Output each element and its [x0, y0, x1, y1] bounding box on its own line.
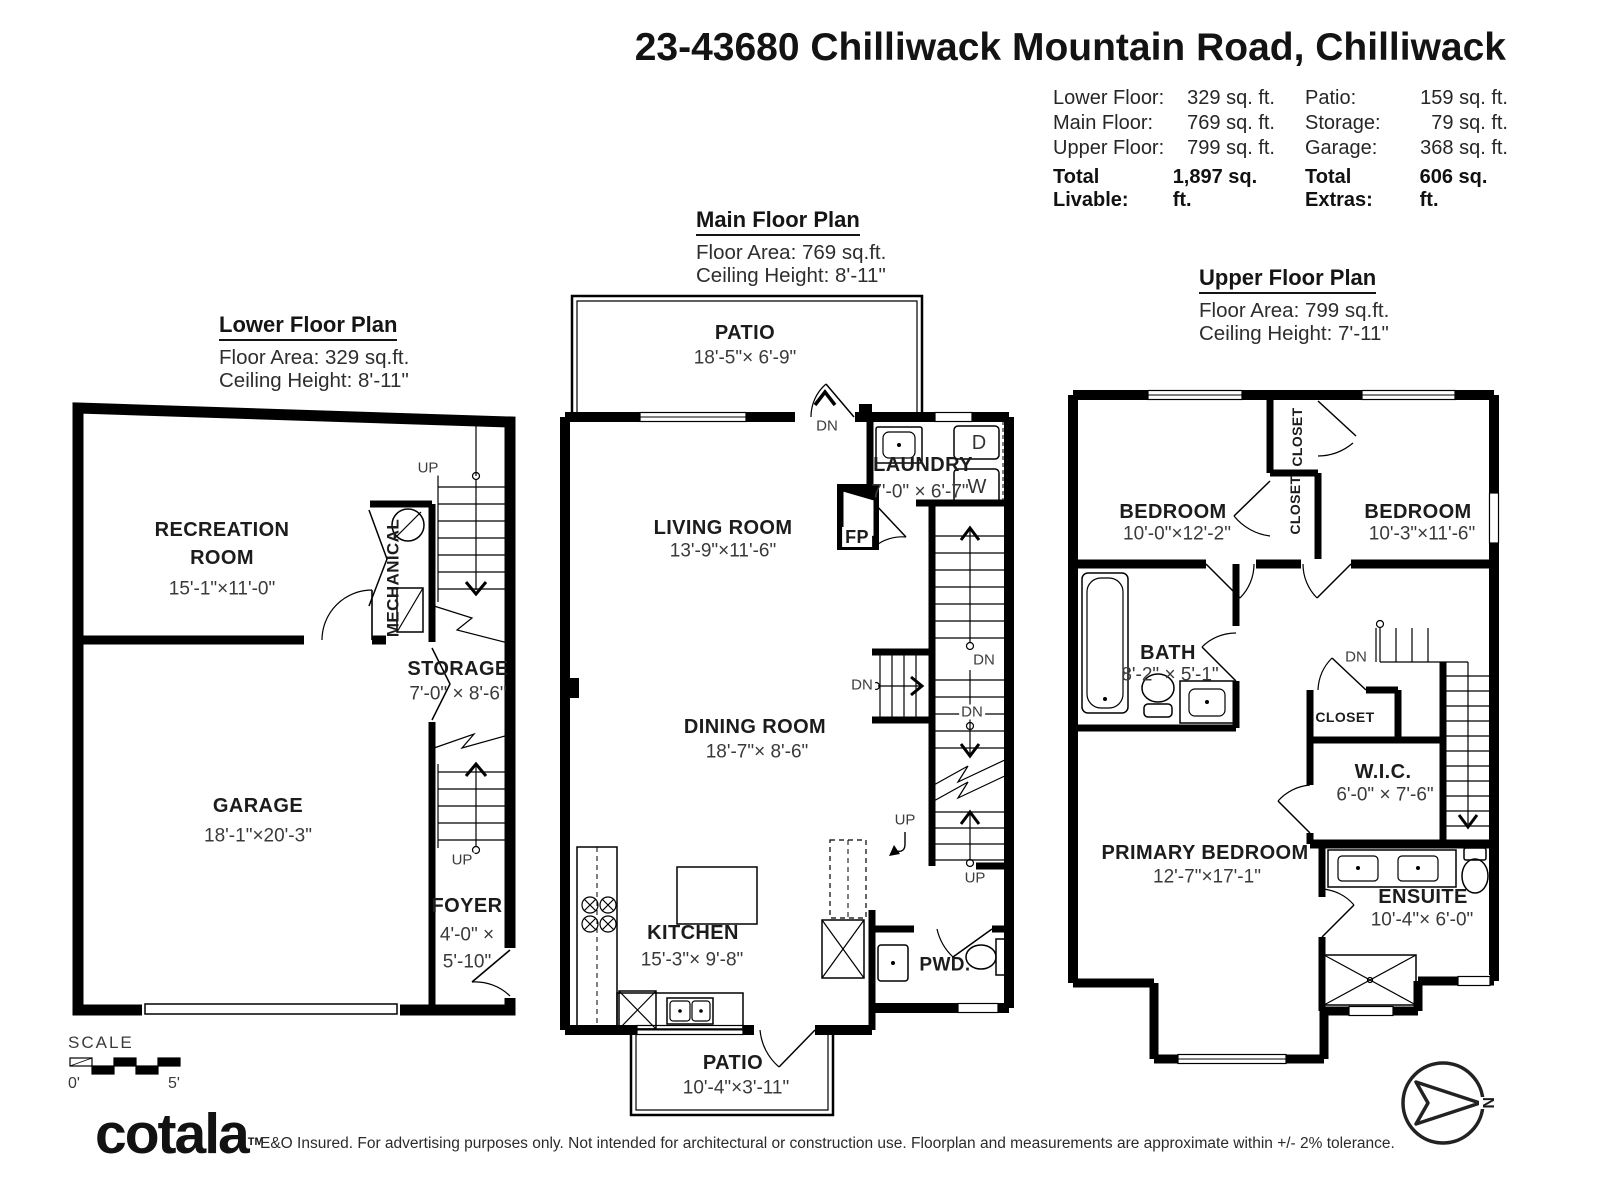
primary-bedroom-label: PRIMARY BEDROOM — [1101, 842, 1309, 864]
area-statistics — [1053, 86, 1508, 212]
total-extras-value: 606 sq. ft. — [1419, 166, 1488, 211]
stat-value: 799 sq. ft. — [1187, 137, 1275, 159]
lower-plan-header — [219, 312, 409, 392]
recreation-room-label2: ROOM — [190, 547, 254, 569]
recreation-door — [322, 590, 372, 640]
main-floor-plan-drawing — [556, 288, 1018, 1123]
primary-bedroom-dims: 12'-7"×17'-1" — [1153, 866, 1261, 888]
wic-door — [1278, 785, 1310, 833]
stats-row — [1053, 86, 1508, 111]
wic-dims: 6'-0" × 7'-6" — [1336, 784, 1434, 806]
wall-notch — [565, 678, 579, 698]
closet-label: CLOSET — [1289, 407, 1305, 467]
dn-label: DN — [1345, 648, 1367, 666]
ensuite-dims: 10'-4"× 6'-0" — [1370, 909, 1474, 931]
up-label: UP — [451, 851, 473, 869]
scale-label: SCALE — [68, 1033, 134, 1052]
patio-bottom-door — [760, 1030, 815, 1067]
mechanical-label: MECHANICAL — [383, 518, 403, 638]
bedroom-left-dims: 10'-0"×12'-2" — [1123, 523, 1231, 545]
stove — [582, 897, 616, 932]
compass-north-label: N — [1479, 1097, 1496, 1109]
patio-bottom-dims: 10'-4"×3'-11" — [682, 1077, 790, 1099]
main-plan-header — [696, 207, 886, 287]
bathtub — [1082, 573, 1128, 713]
stat-label: Storage: — [1305, 112, 1381, 134]
up-hook-arrow — [889, 832, 905, 856]
stat-label: Garage: — [1305, 137, 1378, 159]
closet-label: CLOSET — [1315, 709, 1375, 725]
bedroom-right-label: BEDROOM — [1364, 501, 1472, 523]
foyer-dims1: 4'-0" × — [439, 924, 495, 946]
living-room-dims: 13'-9"×11'-6" — [669, 540, 777, 562]
bath-dims: 8'-2" × 5'-1" — [1121, 664, 1219, 686]
recreation-room-label: RECREATION — [154, 519, 290, 541]
powder-room-label: PWD. — [919, 954, 971, 976]
up-label: UP — [894, 811, 916, 829]
dining-room-label: DINING ROOM — [683, 716, 827, 738]
stat-value: 329 sq. ft. — [1187, 87, 1275, 109]
dryer-label: D — [971, 432, 987, 454]
dn-label: DN — [851, 676, 873, 694]
stairs-to-lower — [873, 652, 923, 720]
laundry-dims: 7'-0" × 6'-7" — [871, 481, 969, 503]
scale-bar — [70, 1055, 190, 1077]
stat-value: 79 sq. ft. — [1431, 112, 1508, 134]
bedroom-left-label: BEDROOM — [1119, 501, 1227, 523]
dn-label: DN — [816, 417, 838, 435]
kitchen-dims: 15'-3"× 9'-8" — [640, 949, 744, 971]
stat-label: Main Floor: — [1053, 112, 1154, 134]
lower-plan-title: Lower Floor Plan — [219, 312, 397, 341]
stat-label: Patio: — [1305, 87, 1357, 109]
page-title: 23-43680 Chilliwack Mountain Road, Chilliwack — [634, 26, 1506, 69]
wic-label: W.I.C. — [1354, 761, 1412, 783]
garage-label: GARAGE — [212, 795, 304, 817]
patio-top-dims: 18'-5"× 6'-9" — [693, 347, 797, 369]
main-staircase — [932, 528, 1009, 867]
stats-row — [1053, 136, 1508, 161]
garage-door — [145, 1004, 397, 1014]
upper-plan-header — [1199, 265, 1389, 345]
foyer-dims2: 5'-10" — [442, 951, 492, 973]
closet-label: CLOSET — [1287, 475, 1303, 535]
recreation-room-dims: 15'-1"×11'-0" — [168, 578, 276, 600]
bedroom-right-dims: 10'-3"×11'-6" — [1368, 523, 1476, 545]
patio-top-label: PATIO — [714, 322, 776, 344]
cotala-logo-text: cotala — [95, 1102, 248, 1166]
stat-label: Upper Floor: — [1053, 137, 1165, 159]
living-room-label: LIVING ROOM — [653, 517, 793, 539]
total-extras — [1305, 166, 1508, 212]
up-label: UP — [964, 869, 986, 887]
storage-label: STORAGE — [407, 658, 509, 680]
total-livable — [1053, 166, 1275, 212]
stat-value: 159 sq. ft. — [1420, 87, 1508, 109]
scale-end: 5' — [168, 1075, 180, 1092]
kitchen-label: KITCHEN — [647, 922, 739, 944]
garage-dims: 18'-1"×20'-3" — [204, 825, 312, 847]
upper-plan-title: Upper Floor Plan — [1199, 265, 1376, 294]
up-label: UP — [417, 459, 439, 477]
stat-value: 769 sq. ft. — [1187, 112, 1275, 134]
cotala-logo — [95, 1102, 264, 1166]
main-plan-title: Main Floor Plan — [696, 207, 860, 236]
total-extras-label: Total Extras: — [1305, 166, 1373, 211]
lower-plan-ceiling: Ceiling Height: 8'-11" — [219, 369, 409, 392]
total-livable-value: 1,897 sq. ft. — [1172, 166, 1258, 211]
washer-label: W — [967, 476, 987, 498]
fireplace-label: FP — [842, 527, 872, 547]
upper-walls — [1073, 395, 1494, 1059]
main-plan-ceiling: Ceiling Height: 8'-11" — [696, 264, 886, 287]
stairs-up — [434, 422, 512, 644]
dn-label: DN — [961, 703, 983, 721]
lower-plan-area: Floor Area: 329 sq.ft. — [219, 346, 410, 369]
dn-label: DN — [973, 651, 995, 669]
main-plan-area: Floor Area: 769 sq.ft. — [696, 241, 887, 264]
upper-plan-ceiling: Ceiling Height: 7'-11" — [1199, 322, 1389, 345]
ensuite-label: ENSUITE — [1378, 886, 1468, 908]
patio-bottom-label: PATIO — [702, 1052, 764, 1074]
disclaimer-text: E&O Insured. For advertising purposes only. Not intended for architectural or construction use. Floorplan and measurements are approximate within +/- 2% tolerance. — [260, 1135, 1395, 1152]
scale-start: 0' — [68, 1075, 80, 1092]
foyer-label: FOYER — [431, 895, 503, 917]
dining-room-dims: 18'-7"× 8'-6" — [705, 741, 809, 763]
lower-walls — [78, 408, 510, 1010]
storage-dims: 7'-0" × 8'-6" — [409, 683, 507, 705]
stats-row — [1053, 111, 1508, 136]
stat-value: 368 sq. ft. — [1420, 137, 1508, 159]
stairs-foyer — [434, 734, 512, 854]
totals-row — [1053, 166, 1508, 212]
bedroom-doors — [1206, 564, 1351, 598]
stat-label: Lower Floor: — [1053, 87, 1165, 109]
laundry-label: LAUNDRY — [873, 454, 973, 476]
upper-plan-area: Floor Area: 799 sq.ft. — [1199, 299, 1390, 322]
total-livable-label: Total Livable: — [1053, 166, 1129, 211]
island — [677, 867, 757, 924]
trademark: TM — [247, 1136, 264, 1148]
bath-label: BATH — [1140, 642, 1196, 664]
